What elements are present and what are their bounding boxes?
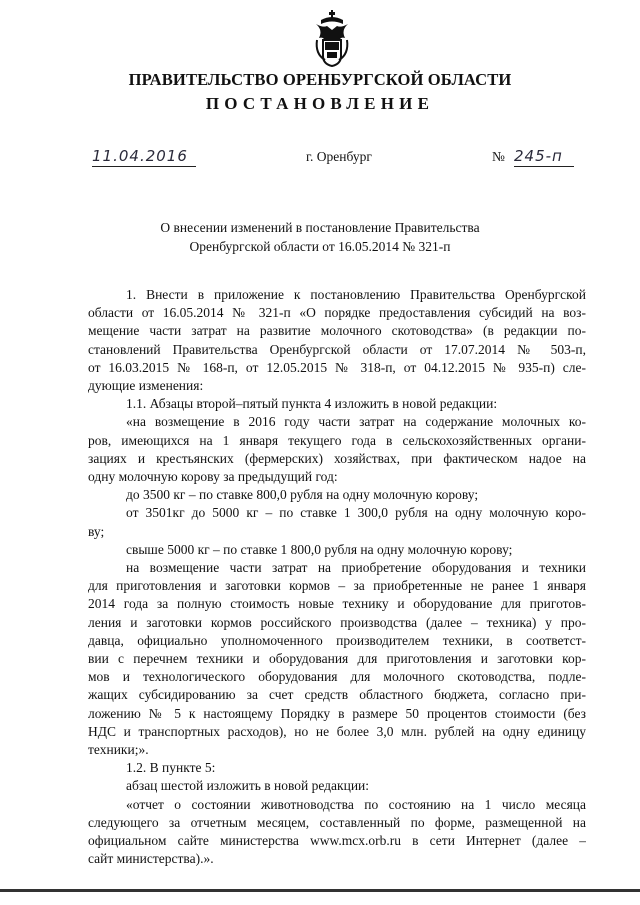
- body-line: зациях и крестьянских (фермерских) хозяйствах, при фактическом надое на: [88, 450, 586, 466]
- body-line: до 3500 кг – по ставке 800,0 рубля на одну молочную корову;: [126, 487, 479, 503]
- body-line: официальном сайте министерства www.mcx.orb.ru в сети Интернет (далее –: [88, 833, 586, 849]
- body-line: НДС и транспортных расходов), но не более 3,0 млн. рублей на одну единицу: [88, 723, 586, 739]
- body-line: 1. Внести в приложение к постановлению Правительства Оренбургской: [126, 287, 586, 302]
- body-line: свыше 5000 кг – по ставке 1 800,0 рубля на одну молочную корову;: [126, 541, 513, 557]
- body-line: становлений Правительства Оренбургской области от 17.07.2014 № 503-п,: [88, 341, 586, 357]
- body-line: от 16.03.2015 № 168-п, от 12.05.2015 № 318-п, от 04.12.2015 № 935-п) сле-: [88, 359, 586, 375]
- body-line: давца, официально уполномоченного производителем техники, в соответст-: [88, 632, 586, 648]
- decree-body: [88, 286, 586, 869]
- subject-line: Оренбургской области от 16.05.2014 № 321-п: [189, 239, 451, 254]
- date-number-line: [0, 147, 640, 171]
- decree-subject: [0, 218, 640, 256]
- document-type: ПОСТАНОВЛЕНИЕ: [205, 94, 435, 113]
- body-line: ров, имеющихся на 1 января текущего года в сельскохозяйственных органи-: [88, 432, 586, 448]
- body-line: для приготовления и заготовки кормов – за приобретенные не ранее 1 января: [88, 578, 586, 594]
- city: г. Оренбург: [306, 149, 372, 164]
- body-line: на возмещение части затрат на приобретение оборудования и техники: [126, 560, 586, 576]
- body-line: одну молочную корову за предыдущий год:: [88, 469, 338, 485]
- body-line: «на возмещение в 2016 году части затрат на содержание молочных ко-: [126, 414, 586, 430]
- body-line: жащих субсидированию за счет средств областного бюджета, согласно при-: [88, 687, 586, 703]
- body-line: мов и технологического оборудования для молочного скотоводства, подле-: [88, 669, 586, 685]
- body-line: ложению № 5 к настоящему Порядку в размере 50 процентов стоимости (без: [88, 705, 586, 721]
- body-line: области от 16.05.2014 № 321-п «О порядке предоставления субсидий на воз-: [88, 305, 586, 321]
- subject-line: О внесении изменений в постановление Правительства: [160, 220, 480, 235]
- body-line: «отчет о состоянии животноводства по состоянию на 1 число месяца: [126, 796, 586, 812]
- body-line: ву;: [88, 523, 105, 539]
- number-label: №: [492, 149, 505, 164]
- scan-edge-divider: [0, 889, 640, 892]
- government-title: ПРАВИТЕЛЬСТВО ОРЕНБУРГСКОЙ ОБЛАСТИ: [128, 70, 512, 89]
- body-line: 2014 года за полную стоимость новые технику и оборудование для приготов-: [88, 596, 586, 612]
- coat-of-arms-icon: [313, 10, 351, 68]
- body-line: следующего за отчетным месяцем, составленный по форме, размещенной на: [88, 814, 586, 830]
- body-line: техники;».: [88, 742, 149, 758]
- body-line: сайт министерства).».: [88, 851, 214, 867]
- body-line: абзац шестой изложить в новой редакции:: [126, 778, 370, 794]
- body-line: мещение части затрат на развитие молочного скотоводства» (в редакции по-: [88, 323, 586, 339]
- body-line: от 3501кг до 5000 кг – по ставке 1 300,0 рубля на одну молочную коро-: [126, 505, 586, 521]
- body-line: дующие изменения:: [88, 378, 204, 394]
- handwritten-number: 245-п: [514, 147, 574, 167]
- body-line: 1.1. Абзацы второй–пятый пункта 4 изложить в новой редакции:: [126, 396, 498, 412]
- body-line: вии с перечнем техники и оборудования для приготовления и заготовки кор-: [88, 651, 586, 667]
- body-line: 1.2. В пункте 5:: [126, 760, 216, 776]
- handwritten-date: 11.04.2016: [92, 147, 196, 167]
- body-line: ления и заготовки кормов российского производства (далее – техника) у про-: [88, 614, 586, 630]
